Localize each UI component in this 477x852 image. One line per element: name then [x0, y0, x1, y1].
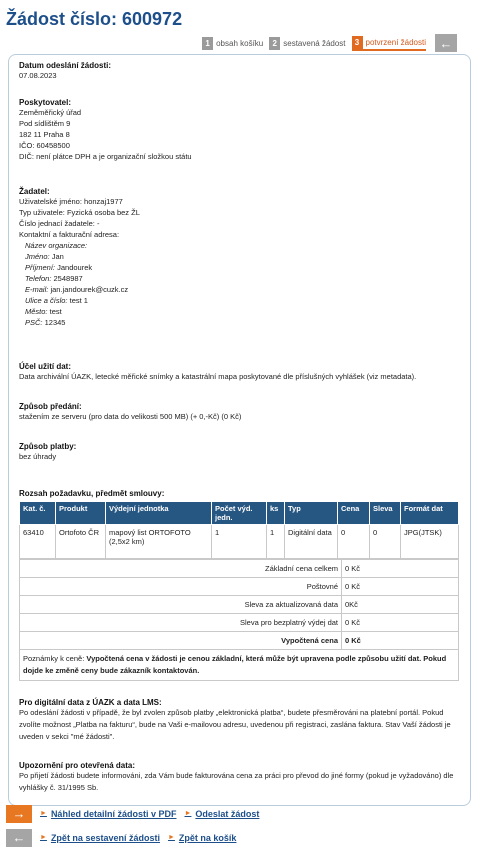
field-value: Jan	[51, 252, 64, 261]
table-cell: 0	[338, 525, 370, 559]
back-button[interactable]	[435, 34, 457, 52]
payment-section	[19, 442, 76, 462]
summary-value: 0 Kč	[342, 560, 459, 578]
note-text: Vypočtená cena v žádosti je cenou základní, která může být upravena podle způsobu užití dat. Pokud dojde ke změně ceny bude zákazník kontaktován.	[23, 654, 447, 675]
summary-value: 0Kč	[342, 596, 459, 614]
col-header: Kat. č.	[20, 502, 56, 525]
price-summary-table	[19, 559, 459, 650]
provider-section	[19, 98, 192, 162]
date-heading: Datum odeslání žádosti:	[19, 61, 112, 70]
applicant-field	[19, 251, 140, 262]
page-title: Žádost číslo: 600972	[6, 9, 183, 29]
arrow-left-icon: ←	[12, 830, 26, 845]
applicant-section	[19, 187, 140, 328]
provider-line: IČO: 60458500	[19, 141, 70, 150]
delivery-heading: Způsob předání:	[19, 402, 82, 411]
scope-section	[19, 489, 459, 681]
col-header: Typ	[285, 502, 338, 525]
table-cell: 63410	[20, 525, 56, 559]
applicant-heading: Žadatel:	[19, 187, 50, 196]
field-label: E-mail:	[25, 285, 49, 294]
triangle-right-icon: ►	[40, 834, 47, 841]
step-cart-contents[interactable]	[202, 36, 263, 51]
field-value: 12345	[44, 318, 66, 327]
provider-line: Pod sídlištěm 9	[19, 119, 71, 128]
provider-line: 182 11 Praha 8	[19, 130, 70, 139]
table-row	[20, 525, 459, 559]
footer-forward-row	[6, 804, 466, 823]
field-label: Telefon:	[25, 274, 52, 283]
delivery-value: stažením ze serveru (pro data do velikosti 500 MB) (+ 0,-Kč) (0 Kč)	[19, 412, 242, 421]
payment-heading: Způsob platby:	[19, 442, 77, 451]
field-value: jan.jandourek@cuzk.cz	[50, 285, 129, 294]
back-button-footer[interactable]	[6, 829, 32, 847]
digital-data-section	[19, 698, 459, 743]
step-request-confirmation	[352, 36, 426, 51]
summary-label: Sleva pro bezplatný výdej dat	[20, 614, 342, 632]
date-section	[19, 61, 111, 81]
send-request-link[interactable]	[184, 809, 259, 819]
table-cell: 1	[267, 525, 285, 559]
pdf-preview-link[interactable]	[40, 809, 176, 819]
summary-value: 0 Kč	[342, 614, 459, 632]
applicant-line: Číslo jednací žadatele: -	[19, 219, 100, 228]
applicant-field	[19, 295, 140, 306]
col-header: Cena	[338, 502, 370, 525]
summary-row	[20, 614, 459, 632]
purpose-section	[19, 362, 416, 382]
applicant-line: Typ uživatele: Fyzická osoba bez ŽL	[19, 208, 140, 217]
summary-value: 0 Kč	[342, 578, 459, 596]
payment-value: bez úhrady	[19, 452, 57, 461]
step-label: potvrzení žádosti	[365, 37, 426, 47]
col-header: ks	[267, 502, 285, 525]
triangle-right-icon: ►	[40, 810, 47, 817]
total-value: 0 Kč	[342, 632, 459, 650]
col-header: Výdejní jednotka	[106, 502, 212, 525]
col-header: Sleva	[370, 502, 401, 525]
delivery-section	[19, 402, 241, 422]
footer-back-row	[6, 828, 466, 847]
triangle-right-icon: ►	[184, 810, 192, 817]
field-value: Jandourek	[57, 263, 93, 272]
purpose-value: Data archivální ÚAZK, letecké měřické snímky a katastrální mapa poskytované dle příslušných vyhlášek (viz metadata).	[19, 372, 417, 381]
summary-row	[20, 632, 459, 650]
col-header: Počet výd. jedn.	[212, 502, 267, 525]
digital-heading: Pro digitální data z ÚAZK a data LMS:	[19, 698, 162, 707]
applicant-field	[19, 317, 140, 328]
digital-value: Po odeslání žádosti v případě, že byl zvolen způsob platby „elektronická platba“, budete přesměrováni na platební portál. Pokud zvolíte možnost „Platba na fakturu“, bude na Vaši e-mailovou adresu, uvedenou při registraci, zaslána faktura. Stav Vaší žádosti je uveden v sekci "mé žádosti".	[19, 708, 451, 741]
back-to-compose-label: Zpět na sestavení žádosti	[50, 832, 160, 843]
provider-line: DIČ: není plátce DPH a je organizační složkou státu	[19, 152, 192, 161]
forward-button[interactable]	[6, 805, 32, 823]
progress-steps	[202, 34, 457, 52]
summary-label: Základní cena celkem	[20, 560, 342, 578]
applicant-field	[19, 273, 140, 284]
arrow-right-icon: →	[12, 806, 26, 821]
provider-heading: Poskytovatel:	[19, 98, 72, 107]
table-header-row	[20, 502, 459, 525]
table-cell: Ortofoto ČR	[56, 525, 106, 559]
applicant-field	[19, 306, 140, 317]
notice-heading: Upozornění pro otevřená data:	[19, 761, 136, 770]
step-number: 3	[352, 36, 363, 49]
notice-value: Po přijetí žádosti budete informováni, zda Vám bude fakturována cena za práci pro převod do jiné formy (pokud je vyžadováno) dle vyhlášky č. 31/1995 Sb.	[19, 771, 454, 792]
field-label: Ulice a číslo:	[25, 296, 68, 305]
pdf-preview-label: Náhled detailní žádosti v PDF	[50, 808, 177, 819]
purpose-heading: Účel užití dat:	[19, 362, 72, 371]
field-value: 2548987	[53, 274, 83, 283]
applicant-line: Kontaktní a fakturační adresa:	[19, 230, 120, 239]
back-to-cart-link[interactable]	[168, 833, 236, 843]
applicant-field	[19, 262, 140, 273]
scope-heading: Rozsah požadavku, předmět smlouvy:	[19, 489, 165, 498]
field-label: Příjmení:	[25, 263, 56, 272]
col-header: Produkt	[56, 502, 106, 525]
org-label: Název organizace:	[25, 241, 88, 250]
table-cell: JPG(JTSK)	[401, 525, 459, 559]
summary-label: Sleva za aktualizovaná data	[20, 596, 342, 614]
price-note	[19, 650, 459, 681]
field-label: Město:	[25, 307, 48, 316]
open-data-notice-section	[19, 761, 459, 794]
field-value: test	[49, 307, 62, 316]
table-cell: Digitální data	[285, 525, 338, 559]
summary-row	[20, 596, 459, 614]
table-cell: 1	[212, 525, 267, 559]
arrow-left-icon: ←	[439, 35, 453, 51]
step-number: 1	[202, 37, 213, 50]
provider-line: Zeměměřický úřad	[19, 108, 82, 117]
summary-row	[20, 578, 459, 596]
summary-row	[20, 560, 459, 578]
items-table	[19, 501, 459, 559]
table-cell: 0	[370, 525, 401, 559]
request-panel	[8, 54, 471, 806]
field-label: Jméno:	[25, 252, 50, 261]
date-value: 07.08.2023	[19, 71, 57, 80]
total-label: Vypočtená cena	[20, 632, 342, 650]
col-header: Formát dat	[401, 502, 459, 525]
applicant-line: Uživatelské jméno: honzaj1977	[19, 197, 123, 206]
back-to-compose-link[interactable]	[40, 833, 160, 843]
note-prefix: Poznámky k ceně:	[23, 654, 87, 663]
send-request-label: Odeslat žádost	[195, 808, 260, 819]
field-value: test 1	[69, 296, 88, 305]
step-number: 2	[269, 37, 280, 50]
step-label: sestavená žádost	[283, 38, 346, 48]
step-composed-request[interactable]	[269, 36, 345, 51]
applicant-field	[19, 284, 140, 295]
back-to-cart-label: Zpět na košík	[178, 832, 237, 843]
table-cell: mapový list ORTOFOTO (2,5x2 km)	[106, 525, 212, 559]
field-label: PSČ:	[25, 318, 43, 327]
summary-label: Poštovné	[20, 578, 342, 596]
step-label: obsah košíku	[216, 38, 264, 48]
triangle-right-icon: ►	[167, 834, 175, 841]
